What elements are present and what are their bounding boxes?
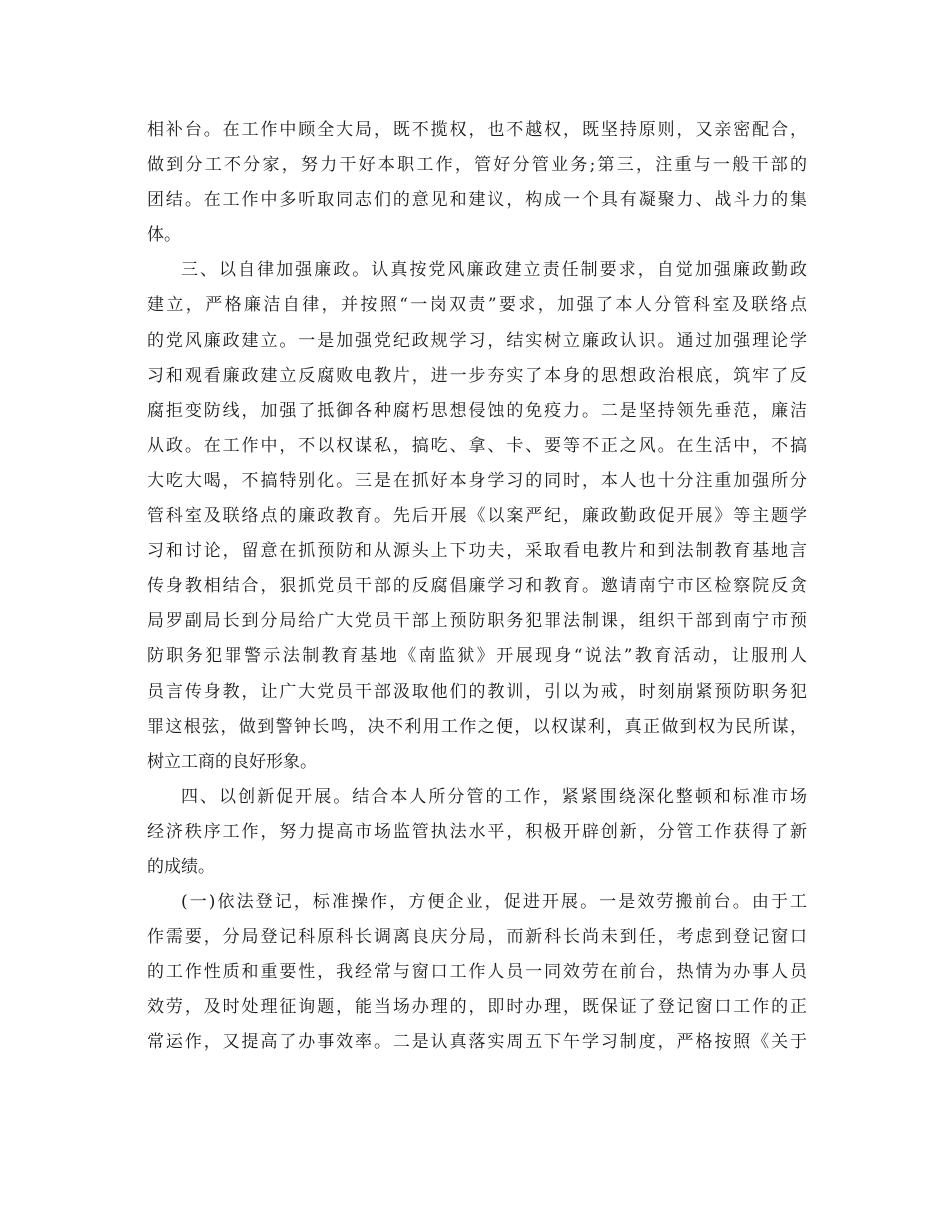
text-line: 腐拒变防线，加强了抵御各种腐朽思想侵蚀的免疫力。二是坚持领先垂范，廉洁 xyxy=(147,400,807,421)
text-line: 经济秩序工作，努力提高市场监管执法水平，积极开辟创新，分管工作获得了新 xyxy=(147,821,807,842)
text-line: 局罗副局长到分局给广大党员干部上预防职务犯罪法制课，组织干部到南宁市预 xyxy=(147,611,807,632)
paragraph-start-line: 三、以自律加强廉政。认真按党风廉政建立责任制要求，自觉加强廉政勤政 xyxy=(181,260,807,281)
paragraph-start-line: (一)依法登记，标准操作，方便企业，促进开展。一是效劳搬前台。由于工 xyxy=(181,892,807,913)
text-line: 的党风廉政建立。一是加强党纪政规学习，结实树立廉政认识。通过加强理论学 xyxy=(147,330,807,351)
body-text xyxy=(147,113,807,1061)
paragraph-start-line: 四、以创新促开展。结合本人所分管的工作，紧紧围绕深化整顿和标准市场 xyxy=(181,786,807,807)
text-line: 建立，严格廉洁自律，并按照“一岗双责”要求，加强了本人分管科室及联络点 xyxy=(147,295,807,316)
text-line: 管科室及联络点的廉政教育。先后开展《以案严纪，廉政勤政促开展》等主题学 xyxy=(147,506,807,527)
text-line: 体。 xyxy=(147,225,181,246)
text-line: 做到分工不分家，努力干好本职工作，管好分管业务;第三，注重与一般干部的 xyxy=(147,155,807,176)
text-line: 树立工商的良好形象。 xyxy=(147,751,317,772)
text-line: 常运作，又提高了办事效率。二是认真落实周五下午学习制度，严格按照《关于 xyxy=(147,1032,807,1053)
text-line: 习和讨论，留意在抓预防和从源头上下功夫，采取看电教片和到法制教育基地言 xyxy=(147,541,807,562)
text-line: 传身教相结合，狠抓党员干部的反腐倡廉学习和教育。邀请南宁市区检察院反贪 xyxy=(147,576,807,597)
text-line: 效劳，及时处理征询题，能当场办理的，即时办理，既保证了登记窗口工作的正 xyxy=(147,997,807,1018)
text-line: 的工作性质和重要性，我经常与窗口工作人员一同效劳在前台，热情为办事人员 xyxy=(147,962,807,983)
text-line: 作需要，分局登记科原科长调离良庆分局，而新科长尚未到任，考虑到登记窗口 xyxy=(147,927,807,948)
text-line: 防职务犯罪警示法制教育基地《南监狱》开展现身“说法”教育活动，让服刑人 xyxy=(147,646,807,667)
text-line: 习和观看廉政建立反腐败电教片，进一步夯实了本身的思想政治根底，筑牢了反 xyxy=(147,365,807,386)
text-line: 的成绩。 xyxy=(147,856,215,877)
text-line: 团结。在工作中多听取同志们的意见和建议，构成一个具有凝聚力、战斗力的集 xyxy=(147,190,807,211)
text-line: 罪这根弦，做到警钟长鸣，决不利用工作之便，以权谋利，真正做到权为民所谋， xyxy=(147,716,807,737)
text-line: 大吃大喝，不搞特别化。三是在抓好本身学习的同时，本人也十分注重加强所分 xyxy=(147,470,807,491)
text-line: 员言传身教，让广大党员干部汲取他们的教训，引以为戒，时刻崩紧预防职务犯 xyxy=(147,681,807,702)
text-line: 相补台。在工作中顾全大局，既不揽权，也不越权，既坚持原则，又亲密配合， xyxy=(147,120,807,140)
text-line: 从政。在工作中，不以权谋私，搞吃、拿、卡、要等不正之风。在生活中，不搞 xyxy=(147,435,807,456)
